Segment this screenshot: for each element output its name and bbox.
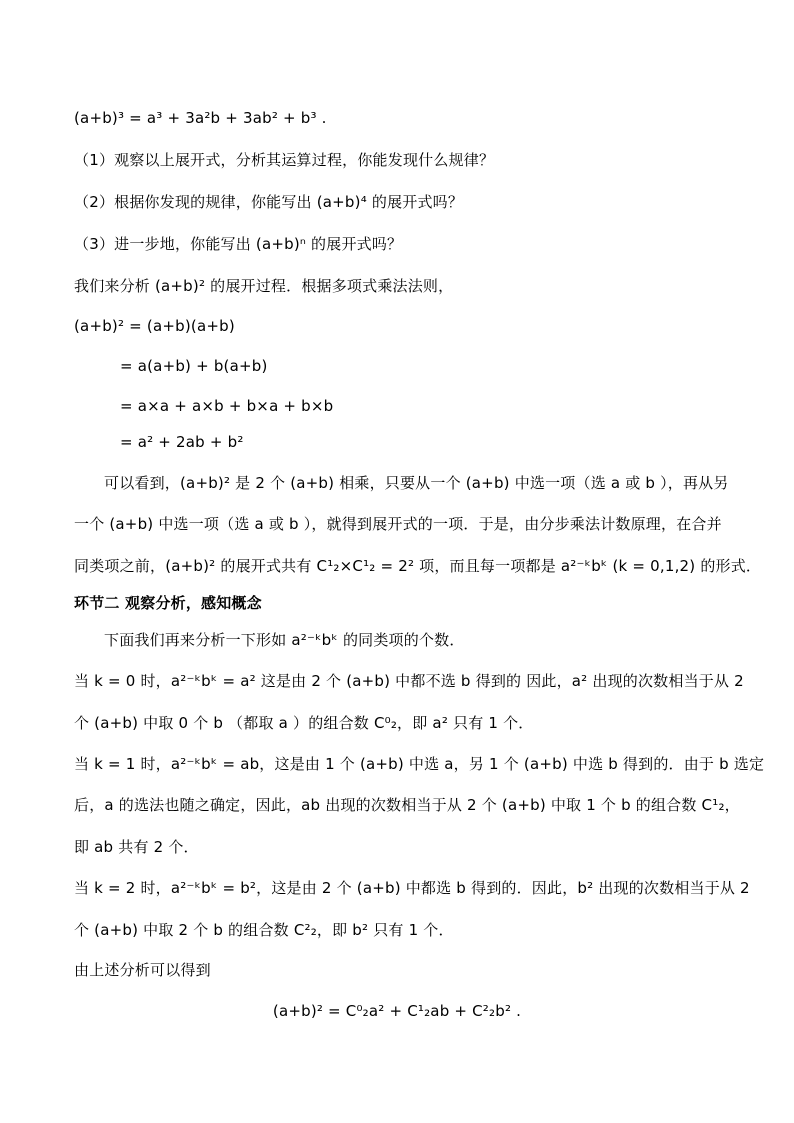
paragraph-line: 可以看到，(a+b)² 是 2 个 (a+b) 相乘，只要从一个 (a+b) 中选一项（选 a 或 b ），再从另 [104, 474, 729, 492]
paragraph-line: 下面我们再来分析一下形如 a²⁻ᵏbᵏ 的同类项的个数． [104, 631, 465, 649]
case-k1-line: 当 k = 1 时，a²⁻ᵏbᵏ = ab，这是由 1 个 (a+b) 中选 a，另 1 个 (a+b) 中选 b 得到的．由于 b 选定 [74, 755, 765, 773]
question-2: （2）根据你发现的规律，你能写出 (a+b)⁴ 的展开式吗？ [74, 193, 464, 211]
conclusion-intro: 由上述分析可以得到 [74, 961, 211, 979]
case-k0-line: 个 (a+b) 中取 0 个 b （都取 a ）的组合数 C⁰₂，即 a² 只有 1 个． [74, 714, 534, 732]
derivation-step-3: = a×a + a×b + b×a + b×b [120, 397, 334, 415]
derivation-step-2: = a(a+b) + b(a+b) [120, 357, 268, 375]
paragraph-line: 同类项之前，(a+b)² 的展开式共有 C¹₂×C¹₂ = 2² 项，而且每一项都是 a²⁻ᵏbᵏ (k = 0,1,2) 的形式． [74, 557, 762, 575]
paragraph-line: 一个 (a+b) 中选一项（选 a 或 b ），就得到展开式的一项．于是，由分步乘法计数原理，在合并 [74, 515, 722, 533]
derivation-step-4: = a² + 2ab + b² [120, 433, 244, 451]
question-3: （3）进一步地，你能写出 (a+b)ⁿ 的展开式吗？ [74, 235, 403, 253]
case-k2-line: 当 k = 2 时，a²⁻ᵏbᵏ = b²，这是由 2 个 (a+b) 中都选 b 得到的．因此，b² 出现的次数相当于从 2 [74, 879, 750, 897]
case-k2-line: 个 (a+b) 中取 2 个 b 的组合数 C²₂，即 b² 只有 1 个． [74, 921, 454, 939]
section-heading: 环节二 观察分析，感知概念 [74, 594, 262, 612]
question-1: （1）观察以上展开式，分析其运算过程，你能发现什么规律？ [74, 151, 495, 169]
derivation-step-1: (a+b)² = (a+b)(a+b) [74, 317, 235, 335]
cube-expansion-formula: (a+b)³ = a³ + 3a²b + 3ab² + b³ . [74, 109, 327, 127]
analysis-intro: 我们来分析 (a+b)² 的展开过程．根据多项式乘法法则， [74, 277, 454, 295]
case-k1-line: 即 ab 共有 2 个． [74, 838, 199, 856]
case-k0-line: 当 k = 0 时，a²⁻ᵏbᵏ = a² 这是由 2 个 (a+b) 中都不选 b 得到的 因此，a² 出现的次数相当于从 2 [74, 672, 744, 690]
binomial-formula: (a+b)² = C⁰₂a² + C¹₂ab + C²₂b² . [272, 1002, 522, 1020]
case-k1-line: 后，a 的选法也随之确定，因此，ab 出现的次数相当于从 2 个 (a+b) 中取 1 个 b 的组合数 C¹₂， [74, 796, 740, 814]
